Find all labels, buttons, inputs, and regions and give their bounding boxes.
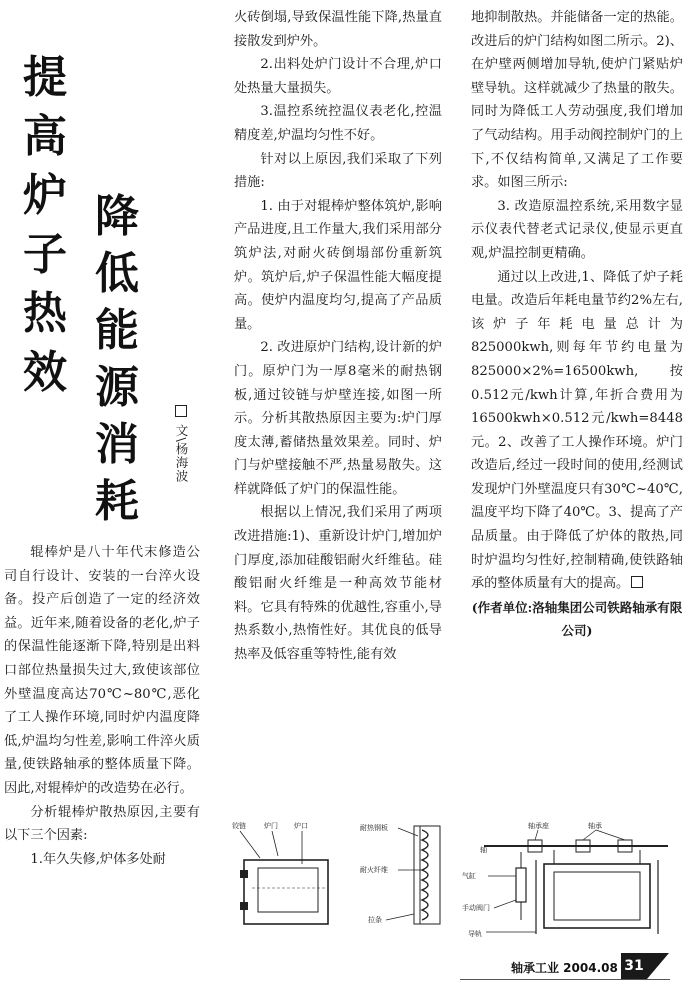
title-char: 耗 [95,476,139,527]
paragraph: 根据以上情况,我们采用了两项改进措施:1)、重新设计炉门,增加炉门厚度,添加硅酸铝耐火纤维毡。硅酸铝耐火纤维是一种高效节能材料。它具有特殊的优越性,容重小,导热系数小,热惰性好。其优良的低导热率及低容重等特性,能有效 [234,505,442,663]
title-char: 炉 [23,170,67,221]
fig1-label: 炉门 [264,822,278,830]
author-affiliation: (作者单位:洛轴集团公司铁路轴承有限公司) [471,599,683,639]
fig3-label: 轴 [480,846,487,854]
article-title-main [14,48,76,402]
title-char: 效 [23,347,67,398]
fig3-label: 轴承 [588,822,602,830]
paragraph: 辊棒炉是八十年代末修造公司自行设计、安装的一台淬火设备。投产后创造了一定的经济效益。近年来,随着设备的老化,炉子的保温性能逐渐下降,特别是出料口部位热量损失过大,致使该部位外壁温度高达70℃~80℃,恶化了工人操作环境,同时炉内温度降低,炉温均匀性差,影响工件淬火质量,使铁路轴承的整体质量下降。因此,对辊棒炉的改造势在必行。 [4,545,200,796]
paragraph: 地抑制散热。并能储备一定的热能。改进后的炉门结构如图二所示。2)、在炉壁两侧增加导轨,使炉门紧贴炉壁导轨。这样就减少了热量的散失。同时为降低工人劳动强度,我们增加了气动结构。用手动阀控制炉门的上下,不仅结构简单,又满足了工作要求。如图三所示: [471,10,683,191]
fig3-label: 导轨 [468,930,482,938]
title-char: 能 [95,305,139,356]
paragraph: 分析辊棒炉散热原因,主要有以下三个因素: [4,804,200,844]
page-number: 31 [621,953,647,979]
title-char: 高 [23,111,67,162]
footer-rule [460,979,670,980]
fig3-label: 轴承座 [528,822,549,830]
fig3-label: 手动阀门 [462,904,490,912]
fig1-label: 炉口 [294,822,308,830]
author-byline: 文\杨海波 [174,424,189,484]
body-column-3 [471,6,683,643]
page-tab-wedge [647,953,669,979]
title-char: 提 [23,52,67,103]
paragraph: 1. 由于对辊棒炉整体筑炉,影响产品进度,且工作量大,我们采用部分筑炉法,对耐火砖倒塌部份重新筑炉。筑炉后,炉子保温性能大幅度提高。使炉内温度均匀,提高了产品质量。 [234,198,442,332]
title-char: 降 [95,191,139,242]
paragraph: 2. 改进原炉门结构,设计新的炉门。原炉门为一厚8毫米的耐热钢板,通过铰链与炉壁连接,如图一所示。分析其散热原因主要为:炉门厚度太薄,蓄储热量效果差。同时、炉门与炉壁接触不严,热量易散失。这样就降低了炉门的保温性能。 [234,340,442,497]
paragraph: 3. 改造原温控系统,采用数字显示仪表代替老式记录仪,使显示更直观,炉温控制更精确。 [471,198,683,261]
body-column-2 [234,6,442,667]
title-char: 热 [23,288,67,339]
paragraph: 2.出料处炉门设计不合理,炉口处热量大量损失。 [234,57,442,96]
paragraph [471,266,683,596]
paragraph: 火砖倒塌,导致保温性能下降,热量直接散发到炉外。 [234,10,442,49]
journal-footer: 轴承工业 2004.08 [511,961,618,975]
end-of-article-box [631,576,643,588]
paragraph-text: 通过以上改进,1、降低了炉子耗电量。改造后年耗电量节约2%左右,该炉子年耗电量总计为825000kwh,则每年节约电量为825000×2%=16500kwh,按0.512元/kwh计算,年折合费用为16500kwh×0.512元/kwh=8448元。2、改善了工人操作环境。炉门改造后,经过一段时间的使用,经测试发现炉门外壁温度只有30℃~40℃,温度平均下降了40℃。3、提高了产品质量。由于降低了炉体的散热,同时炉温均匀性好,控制精确,使铁路轴承的整体质量有大的提高。 [471,269,683,592]
title-char: 低 [95,248,139,299]
article-title-sub [86,188,148,530]
fig2-label: 耐火纤维 [360,866,388,874]
title-char: 源 [95,362,139,413]
fig1-label: 铰链 [232,822,246,830]
title-char: 子 [23,229,67,280]
fig2-label: 拉条 [368,916,382,924]
figure-1-diagram [232,820,348,930]
paragraph: 3.温控系统控温仪表老化,控温精度差,炉温均匀性不好。 [234,104,442,143]
paragraph: 针对以上原因,我们采取了下列措施: [234,151,442,191]
title-char: 消 [95,419,139,470]
figure-2-diagram [350,822,450,932]
body-column-1 [4,541,200,871]
paragraph: 1.年久失修,炉体多处耐 [30,851,166,867]
figure-3-diagram [458,820,680,942]
author-marker-box [175,405,187,417]
fig3-label: 气缸 [462,872,476,880]
fig2-label: 耐热钢板 [360,824,388,832]
